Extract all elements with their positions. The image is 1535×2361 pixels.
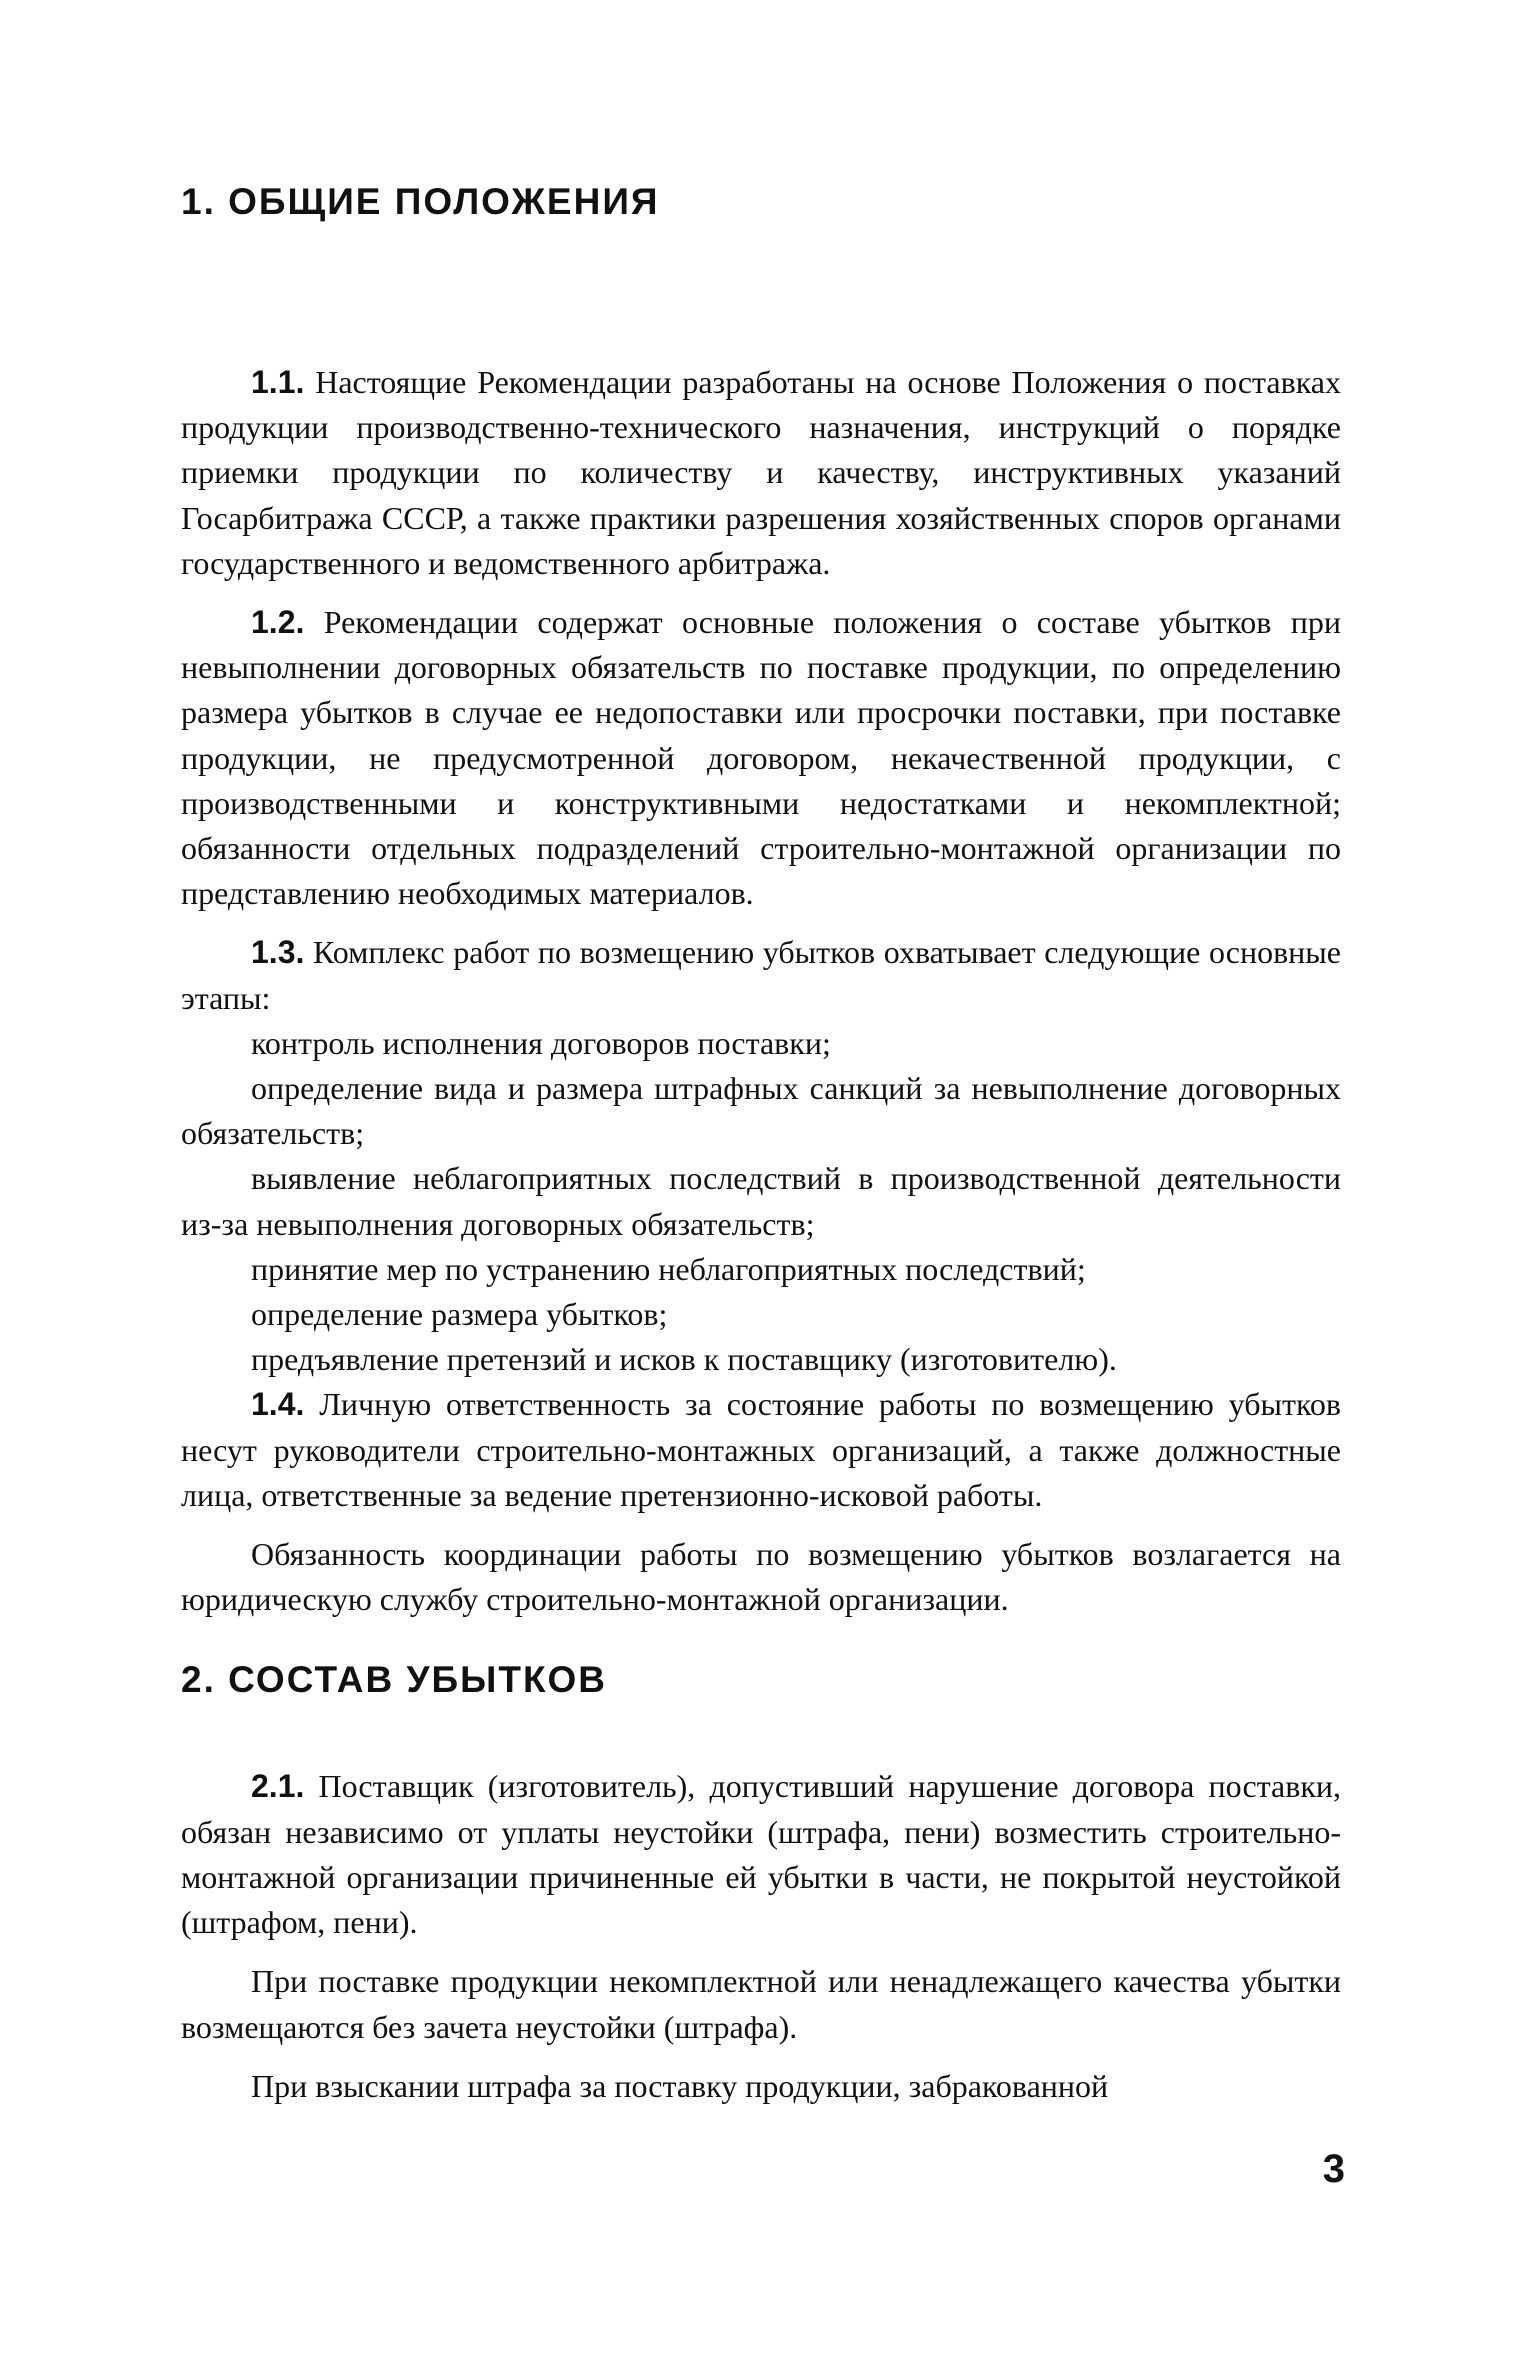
paragraph-text: При взыскании штрафа за поставку продукции, забракованной [251, 2067, 1109, 2104]
paragraph-text: Личную ответственность за состояние работы по возмещению убытков несут руководители строительно-монтажных организаций, а также должностные лица, ответственные за ведение претензионно-исковой работы. [181, 1386, 1341, 1513]
paragraph-text: Рекомендации содержат основные положения о составе убытков при невыполнении договорных обязательств по поставке продукции, по определению размера убытков в случае ее недопоставки или просрочки поставки, при поставке продукции, не предусмотренной договором, некачественной продукции, с производственными и конструктивными недостатками и некомплектной; обязанности отдельных подразделений строительно-монтажной организации по представлению необходимых материалов. [181, 604, 1341, 912]
list-item [181, 1156, 1341, 1246]
paragraph [181, 1382, 1341, 1518]
paragraph-text: принятие мер по устранению неблагоприятных последствий; [251, 1250, 1086, 1287]
paragraph-text: выявление неблагоприятных последствий в производственной деятельности из-за невыполнения договорных обязательств; [181, 1160, 1341, 1242]
list-item [181, 1066, 1341, 1156]
paragraph [181, 600, 1341, 916]
paragraph [181, 360, 1341, 586]
list-item [181, 1337, 1341, 1382]
list-item [181, 1021, 1341, 1066]
section-1-body [181, 360, 1341, 1622]
paragraph-text: Поставщик (изготовитель), допустивший нарушение договора поставки, обязан независимо от уплаты неустойки (штрафа, пени) возместить строительно-монтажной организации причиненные ей убытки в части, не покрытой неустойкой (штрафом, пени). [181, 1768, 1341, 1941]
clause-number: 1.4. [251, 1386, 305, 1423]
section-heading: 2. СОСТАВ УБЫТКОВ [181, 1659, 608, 1701]
paragraph [181, 1532, 1341, 1622]
paragraph-text: Обязанность координации работы по возмещению убытков возлагается на юридическую службу строительно-монтажной организации. [181, 1536, 1341, 1618]
clause-number: 1.3. [251, 934, 305, 971]
paragraph [181, 1959, 1341, 2049]
clause-number: 1.1. [251, 364, 305, 400]
section-heading: 1. ОБЩИЕ ПОЛОЖЕНИЯ [181, 181, 660, 222]
page-number: 3 [1322, 2147, 1345, 2191]
clause-number: 2.1. [251, 1768, 305, 1805]
paragraph-text: Настоящие Рекомендации разработаны на основе Положения о поставках продукции производственно-технического назначения, инструкций о порядке приемки продукции по количеству и качеству, инструктивных указаний Госарбитража СССР, а также практики разрешения хозяйственных споров органами государственного и ведомственного арбитража. [181, 364, 1341, 581]
paragraph-text: Комплекс работ по возмещению убытков охватывает следующие основные этапы: [181, 934, 1341, 1016]
list-item [181, 1247, 1341, 1292]
list-item [181, 1292, 1341, 1337]
clause-number: 1.2. [251, 604, 305, 641]
paragraph-text: предъявление претензий и исков к поставщику (изготовителю). [251, 1341, 1117, 1378]
paragraph-text: При поставке продукции некомплектной или ненадлежащего качества убытки возмещаются без зачета неустойки (штрафа). [181, 1963, 1341, 2045]
paragraph-text: контроль исполнения договоров поставки; [251, 1024, 831, 1061]
paragraph [181, 2064, 1341, 2109]
paragraph-text: определение размера убытков; [251, 1296, 668, 1333]
paragraph-text: определение вида и размера штрафных санкций за невыполнение договорных обязательств; [181, 1070, 1341, 1152]
section-2-body [181, 1764, 1341, 2108]
paragraph [181, 930, 1341, 1020]
paragraph [181, 1764, 1341, 1945]
page-content [181, 180, 1341, 2109]
